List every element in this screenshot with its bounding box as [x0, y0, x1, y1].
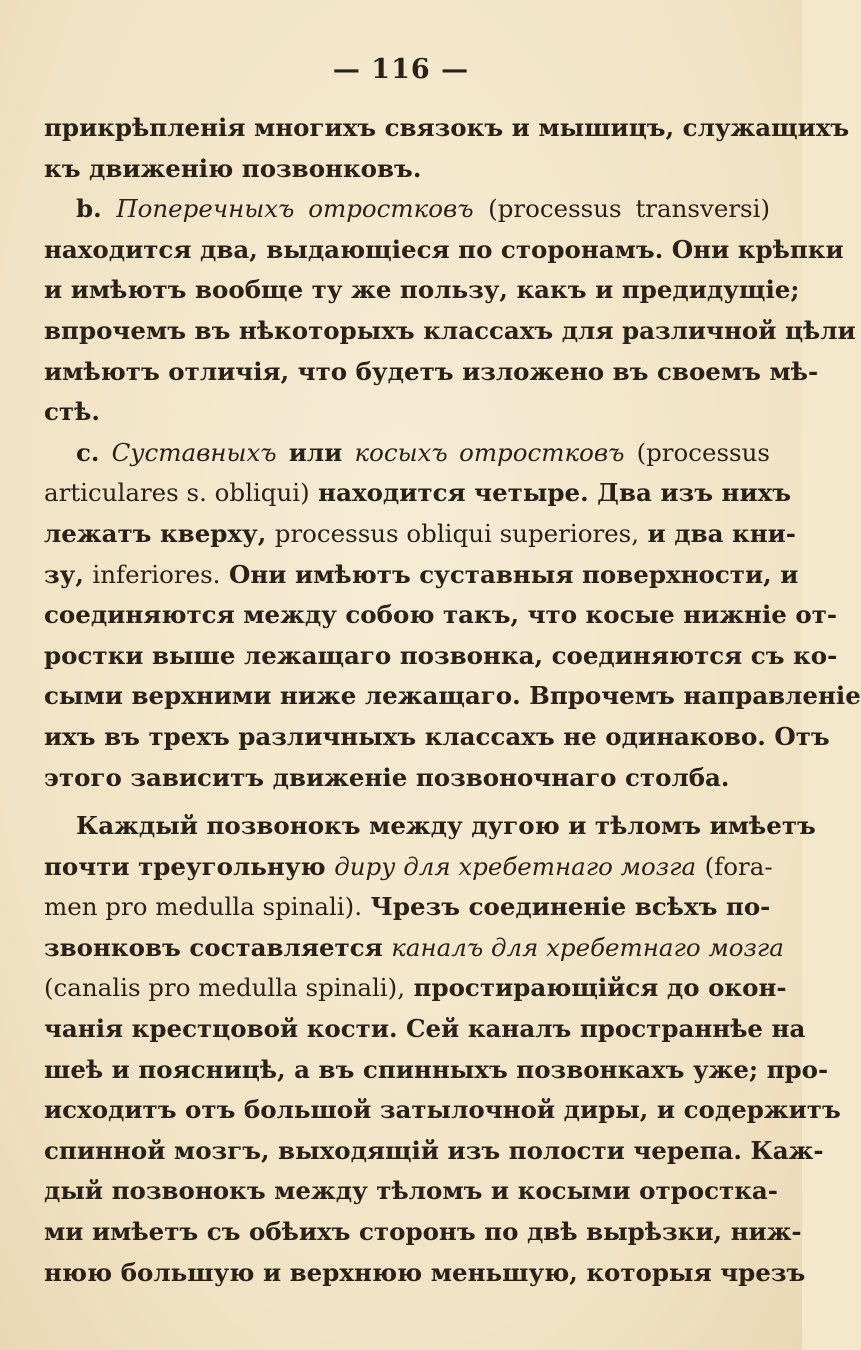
latin-term: (fora-	[704, 851, 773, 881]
text-line	[44, 1171, 778, 1212]
body-text	[44, 108, 861, 1293]
paragraph-gap	[44, 798, 770, 806]
latin-term: inferiores.	[92, 559, 221, 589]
text-line	[44, 676, 861, 717]
text-segment: почти треугольную	[44, 851, 335, 881]
text-segment: b.	[76, 194, 117, 224]
text-segment: и два кни-	[639, 518, 796, 548]
text-segment: ми имѣетъ съ обѣихъ сторонъ по двѣ вырѣзки, ниж-	[44, 1217, 802, 1247]
latin-term: men pro medulla spinali).	[44, 892, 362, 922]
text-line	[44, 717, 830, 758]
text-line	[44, 636, 838, 677]
text-line	[44, 189, 770, 230]
text-segment: къ движенію позвонковъ.	[44, 153, 422, 183]
latin-term: (processus transversi)	[488, 194, 770, 224]
text-segment: имѣютъ отличія, что будетъ изложено въ своемъ мѣ-	[44, 356, 819, 386]
italic-term: Суставныхъ	[111, 437, 277, 467]
text-line	[44, 758, 770, 799]
italic-term: диру для хребетнаго мозга	[334, 851, 697, 881]
text-segment: Чрезъ соединеніе всѣхъ по-	[362, 892, 771, 922]
text-segment: c.	[76, 437, 112, 467]
italic-term: косыхъ отростковъ	[354, 437, 625, 467]
text-segment: впрочемъ въ нѣкоторыхъ классахъ для различной цѣли	[44, 315, 856, 345]
text-segment: стѣ.	[44, 397, 100, 427]
italic-term: Поперечныхъ отростковъ	[116, 194, 474, 224]
text-line	[44, 149, 770, 190]
text-segment: Каждый позвонокъ между дугою и тѣломъ имѣетъ	[76, 811, 816, 841]
text-line	[44, 230, 844, 271]
text-line	[44, 595, 838, 636]
text-line	[44, 968, 787, 1009]
text-line	[44, 392, 770, 433]
text-segment: исходитъ отъ большой затылочной диры, и содержитъ	[44, 1095, 841, 1125]
text-line	[44, 928, 784, 969]
text-segment: чанія крестцовой кости. Сей каналъ пространнѣе на	[44, 1014, 806, 1044]
text-segment	[624, 438, 636, 467]
page-number: — 116 —	[332, 54, 470, 85]
latin-term: (canalis pro medulla spinali),	[44, 973, 405, 1003]
latin-term: processus obliqui superiores,	[274, 518, 640, 548]
text-segment: прикрѣпленія многихъ связокъ и мышицъ, служащихъ	[44, 113, 850, 142]
text-segment: находится два, выдающіеся по сторонамъ. Они крѣпки	[44, 234, 844, 264]
text-line	[44, 433, 770, 474]
text-segment: дый позвонокъ между тѣломъ и косыми отростка-	[44, 1176, 778, 1206]
text-line	[44, 1090, 841, 1131]
text-segment: простирающійся до окон-	[405, 973, 787, 1003]
text-segment	[474, 194, 489, 223]
text-line	[44, 806, 816, 847]
text-line	[44, 473, 792, 514]
text-segment: этого зависитъ движеніе позвоночнаго столба.	[44, 762, 730, 792]
text-segment: Они имѣютъ суставныя поверхности, и	[220, 559, 799, 589]
text-line	[44, 1131, 824, 1172]
text-line	[44, 1212, 802, 1253]
text-line	[44, 270, 800, 311]
text-segment: соединяются между собою такъ, что косые нижніе от-	[44, 600, 838, 630]
text-segment: или	[276, 437, 355, 467]
text-segment	[696, 852, 705, 881]
text-line	[44, 555, 799, 596]
text-segment: звонковъ составляется	[44, 932, 392, 962]
text-line	[44, 1009, 806, 1050]
latin-term: articulares s. obliqui)	[44, 478, 310, 508]
text-line	[44, 311, 856, 352]
text-line	[44, 1253, 806, 1294]
text-segment: ростки выше лежащаго позвонка, соединяются съ ко-	[44, 640, 838, 670]
italic-term: каналъ для хребетнаго мозга	[391, 932, 784, 962]
text-segment: зу,	[44, 559, 93, 589]
text-segment: и имѣютъ вообще ту же пользу, какъ и предидущіе;	[44, 275, 800, 305]
text-segment: спинной мозгъ, выходящій изъ полости черепа. Каж-	[44, 1135, 824, 1165]
text-line	[44, 887, 770, 928]
text-line	[44, 352, 819, 393]
latin-term: (processus	[636, 437, 770, 467]
text-segment: ихъ въ трехъ различныхъ классахъ не одинаково. Отъ	[44, 721, 830, 751]
text-segment: лежатъ кверху,	[44, 518, 275, 548]
text-segment: шеѣ и поясницѣ, а въ спинныхъ позвонкахъ уже; про-	[44, 1054, 829, 1084]
text-segment: сыми верхними ниже лежащаго. Впрочемъ направленіе	[44, 681, 861, 711]
text-line	[44, 108, 850, 149]
text-line	[44, 847, 773, 888]
text-segment: нюю большую и верхнюю меньшую, которыя чрезъ	[44, 1257, 806, 1287]
text-segment: находится четыре. Два изъ нихъ	[309, 478, 792, 508]
text-line	[44, 1050, 829, 1091]
text-line	[44, 514, 796, 555]
